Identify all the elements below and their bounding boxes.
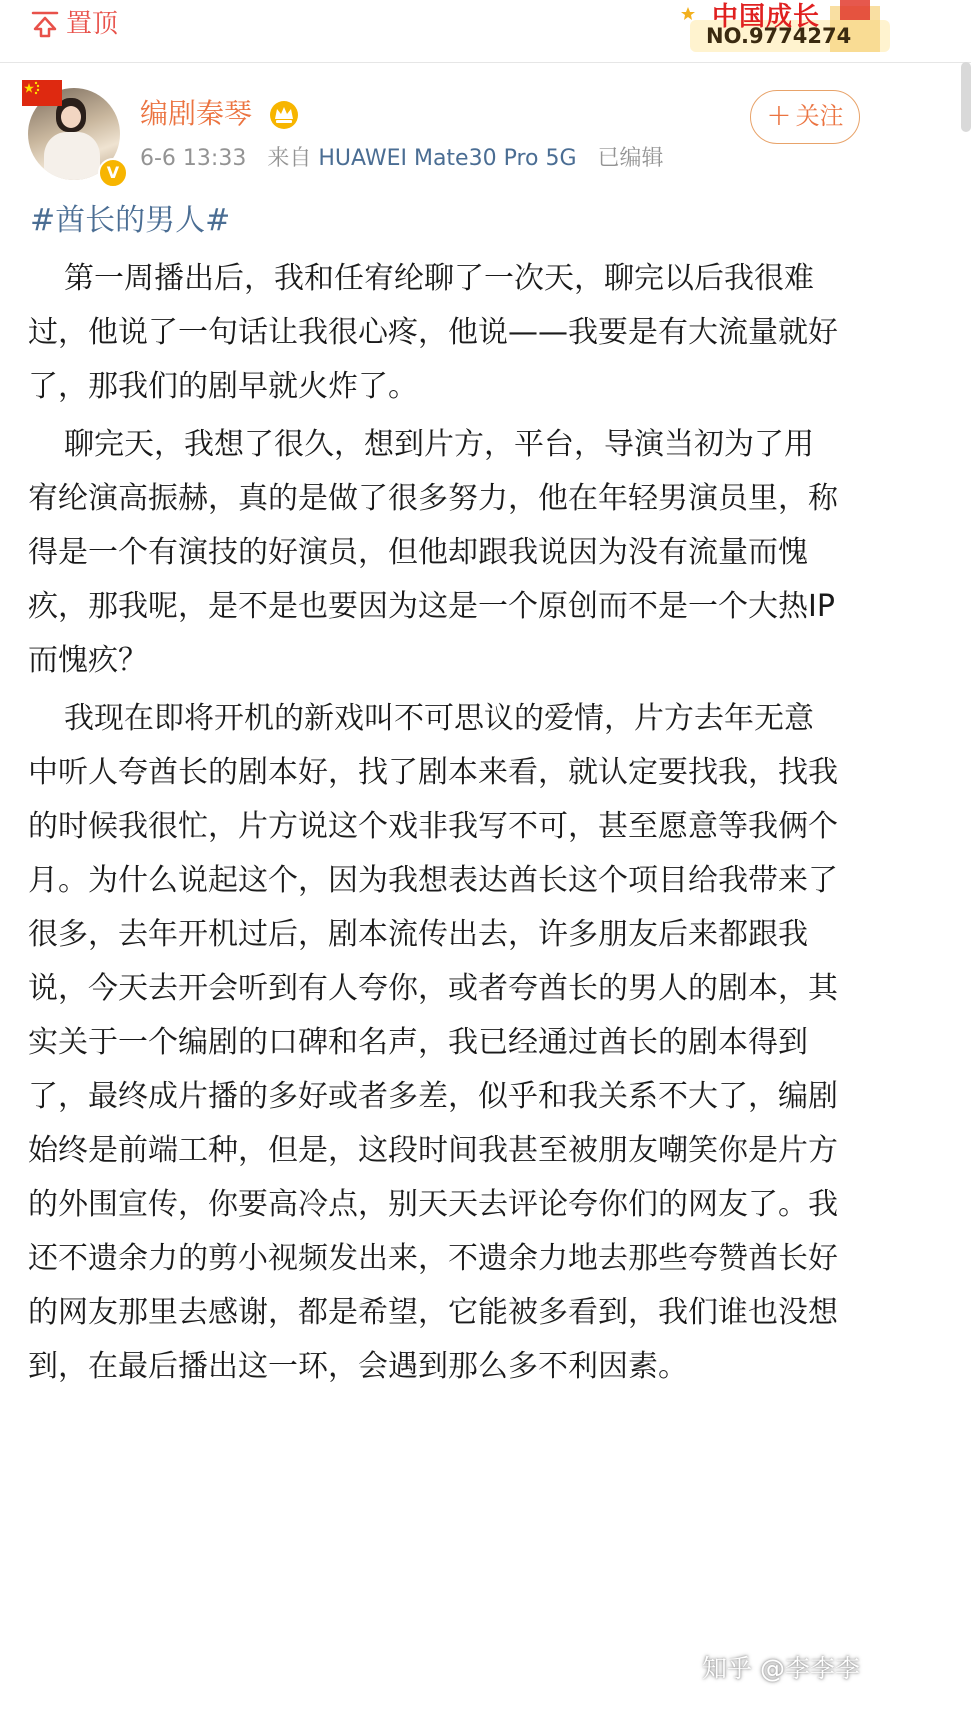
device-link[interactable]: HUAWEI Mate30 Pro 5G (318, 146, 577, 171)
watermark: 知乎 @李李李 (702, 1654, 860, 1683)
plus-icon: + (766, 98, 792, 133)
china-flag-icon (22, 80, 62, 106)
pin-label: 置顶 (66, 9, 119, 39)
avatar-body (44, 132, 100, 180)
vip-crown-icon[interactable] (266, 98, 302, 130)
pin-to-top-icon (30, 9, 60, 39)
post-meta (140, 144, 664, 174)
post-paragraph: 聊完天，我想了很久，想到片方，平台，导演当初为了用宥纶演高振赫，真的是做了很多努力，他在年轻男演员里，称得是一个有演技的好演员，但他却跟我说因为没有流量而愧疚，那我呢，是不是也要因为这是一个原创而不是一个大热IP而愧疚？ (28, 427, 838, 678)
badge-number: NO.9774274 (706, 24, 852, 48)
pin-to-top-button[interactable] (30, 8, 118, 40)
follow-label: 关注 (795, 102, 844, 130)
hashtag-link[interactable]: #酋长的男人# (30, 203, 231, 238)
follow-button[interactable] (750, 90, 860, 144)
post-timestamp: 6-6 13:33 (140, 146, 247, 171)
source-prefix: 来自 (267, 146, 312, 171)
badge-title: 中国成长 (712, 2, 821, 32)
avatar-face (61, 106, 81, 128)
post-body (28, 252, 842, 1398)
top-bar (0, 0, 971, 63)
post-paragraph: 第一周播出后，我和任宥纶聊了一次天，聊完以后我很难过，他说了一句话让我很心疼，他说——我要是有大流量就好了，那我们的剧早就火炸了。 (28, 261, 838, 404)
growth-badge[interactable] (680, 0, 912, 56)
username[interactable]: 编剧秦琴 (140, 97, 253, 130)
verified-badge-icon: V (98, 158, 128, 188)
post-paragraph: 我现在即将开机的新戏叫不可思议的爱情，片方去年无意中听人夸酋长的剧本好，找了剧本来看，就认定要找我，找我的时候我很忙，片方说这个戏非我写不可，甚至愿意等我俩个月。为什么说起这个，因为我想表达酋长这个项目给我带来了很多，去年开机过后，剧本流传出去，许多朋友后来都跟我说，今天去开会听到有人夸你，或者夸酋长的男人的剧本，其实关于一个编剧的口碑和名声，我已经通过酋长的剧本得到了，最终成片播的多好或者多差，似乎和我关系不大了，编剧始终是前端工种，但是，这段时间我甚至被朋友嘲笑你是片方的外围宣传，你要高冷点，别天天去评论夸你们的网友了。我还不遗余力的剪小视频发出来，不遗余力地去那些夸赞酋长好的网友那里去感谢，都是希望，它能被多看到，我们谁也没想到，在最后播出这一环，会遇到那么多不利因素。 (28, 701, 838, 1384)
edited-label[interactable]: 已编辑 (597, 146, 664, 171)
scrollbar[interactable] (961, 62, 971, 132)
